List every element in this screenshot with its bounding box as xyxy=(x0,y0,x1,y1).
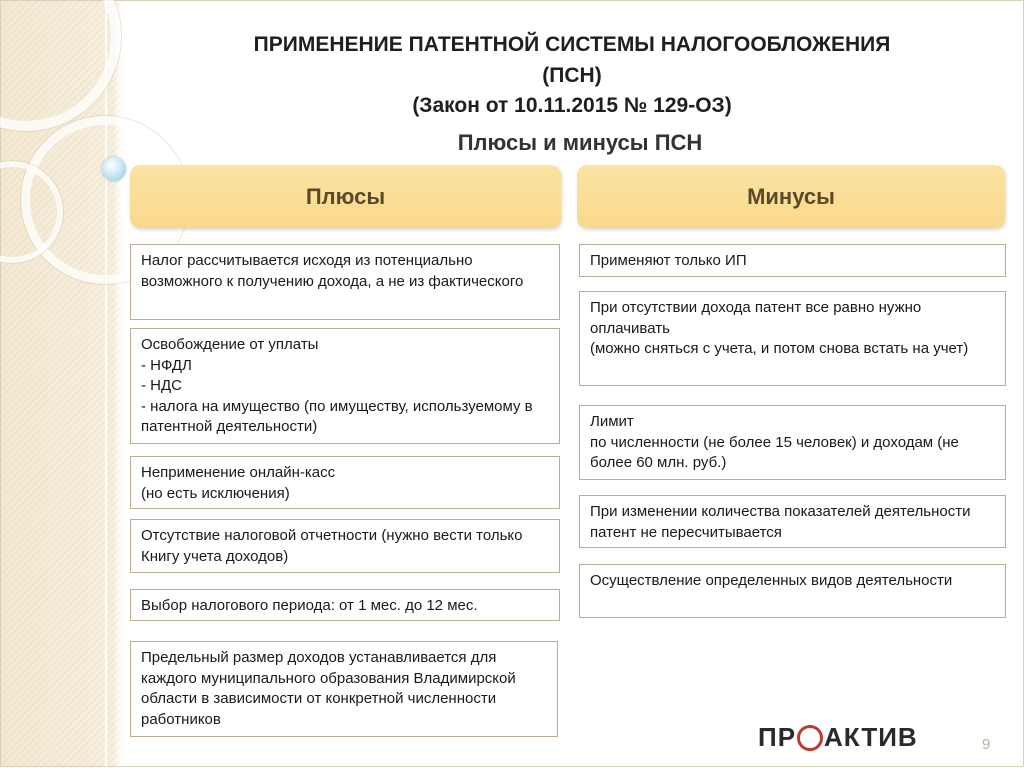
decorative-bubble-icon xyxy=(102,157,126,181)
minus-item: Применяют только ИП xyxy=(579,244,1006,277)
logo-text-left: ПР xyxy=(758,722,797,752)
title-line-1: ПРИМЕНЕНИЕ ПАТЕНТНОЙ СИСТЕМЫ НАЛОГООБЛОЖЕНИЯ xyxy=(253,33,891,56)
minus-column-header: Минусы xyxy=(577,165,1005,228)
minus-item: При отсутствии дохода патент все равно нужно оплачивать (можно сняться с учета, и потом снова встать на учет) xyxy=(579,291,1006,386)
plus-item: Освобождение от уплаты - НФДЛ - НДС - налога на имущество (по имуществу, используемому в патентной деятельности) xyxy=(130,328,560,444)
minus-item: Лимит по численности (не более 15 человек) и доходам (не более 60 млн. руб.) xyxy=(579,405,1006,480)
plus-item: Налог рассчитывается исходя из потенциально возможного к получению дохода, а не из фактического xyxy=(130,244,560,320)
title-line-2: (ПСН) xyxy=(542,64,602,87)
proaktiv-logo xyxy=(758,722,918,753)
minus-item: При изменении количества показателей деятельности патент не пересчитывается xyxy=(579,495,1006,548)
plus-item: Выбор налогового периода: от 1 мес. до 12 мес. xyxy=(130,589,560,621)
logo-text-right: АКТИВ xyxy=(824,722,918,752)
plus-column-header: Плюсы xyxy=(130,165,561,228)
logo-circle-icon xyxy=(797,725,823,751)
plus-item: Неприменение онлайн-касс (но есть исключения) xyxy=(130,456,560,509)
plus-item: Предельный размер доходов устанавливается для каждого муниципального образования Владимирской области в зависимости от конкретной численности работников xyxy=(130,641,558,737)
title-line-3: (Закон от 10.11.2015 № 129-ОЗ) xyxy=(412,94,732,117)
page-number: 9 xyxy=(982,736,991,753)
minus-item: Осуществление определенных видов деятельности xyxy=(579,564,1006,618)
plus-item: Отсутствие налоговой отчетности (нужно вести только Книгу учета доходов) xyxy=(130,519,560,573)
subtitle: Плюсы и минусы ПСН xyxy=(457,130,703,155)
